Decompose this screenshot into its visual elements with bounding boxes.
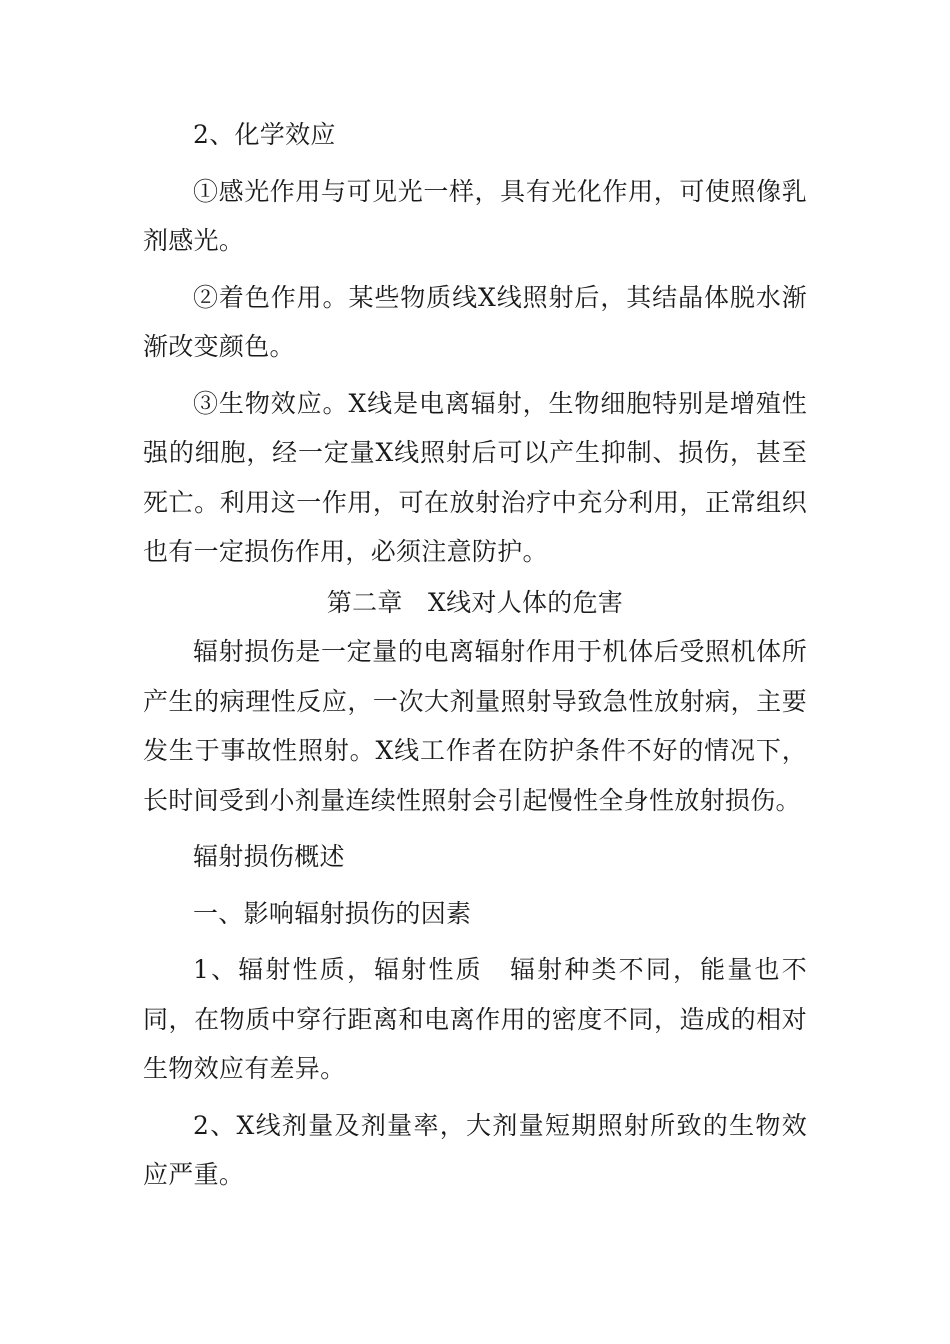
paragraph-photosensitive-effect: ①感光作用与可见光一样，具有光化作用，可使照像乳剂感光。: [143, 176, 807, 255]
paragraph-biological-effect: ③生物效应。X线是电离辐射，生物细胞特别是增殖性强的细胞，经一定量X线照射后可以产生抑制、损伤，甚至死亡。利用这一作用，可在放射治疗中充分利用，正常组织也有一定损伤作用，必须注意防护。: [143, 388, 807, 566]
chapter-heading: 第二章 X线对人体的危害: [326, 587, 624, 617]
paragraph-radiation-injury-overview: 辐射损伤概述: [193, 842, 345, 871]
paragraph-coloring-effect: ②着色作用。某些物质线X线照射后，其结晶体脱水渐渐改变颜色。: [143, 282, 807, 361]
paragraph-influencing-factors-heading: 一、影响辐射损伤的因素: [193, 898, 472, 928]
paragraph-dose-and-rate: 2、X线剂量及剂量率，大剂量短期照射所致的生物效应严重。: [143, 1110, 807, 1189]
document-body: [143, 110, 807, 1200]
paragraph-radiation-injury-intro: 辐射损伤是一定量的电离辐射作用于机体后受照机体所产生的病理性反应，一次大剂量照射导致急性放射病，主要发生于事故性照射。X线工作者在防护条件不好的情况下，长时间受到小剂量连续性照射会引起慢性全身性放射损伤。: [143, 637, 807, 815]
paragraph-radiation-nature: 1、辐射性质，辐射性质 辐射种类不同，能量也不同，在物质中穿行距离和电离作用的密度不同，造成的相对生物效应有差异。: [143, 955, 807, 1083]
paragraph-chemical-effect-heading: 2、化学效应: [193, 120, 336, 149]
